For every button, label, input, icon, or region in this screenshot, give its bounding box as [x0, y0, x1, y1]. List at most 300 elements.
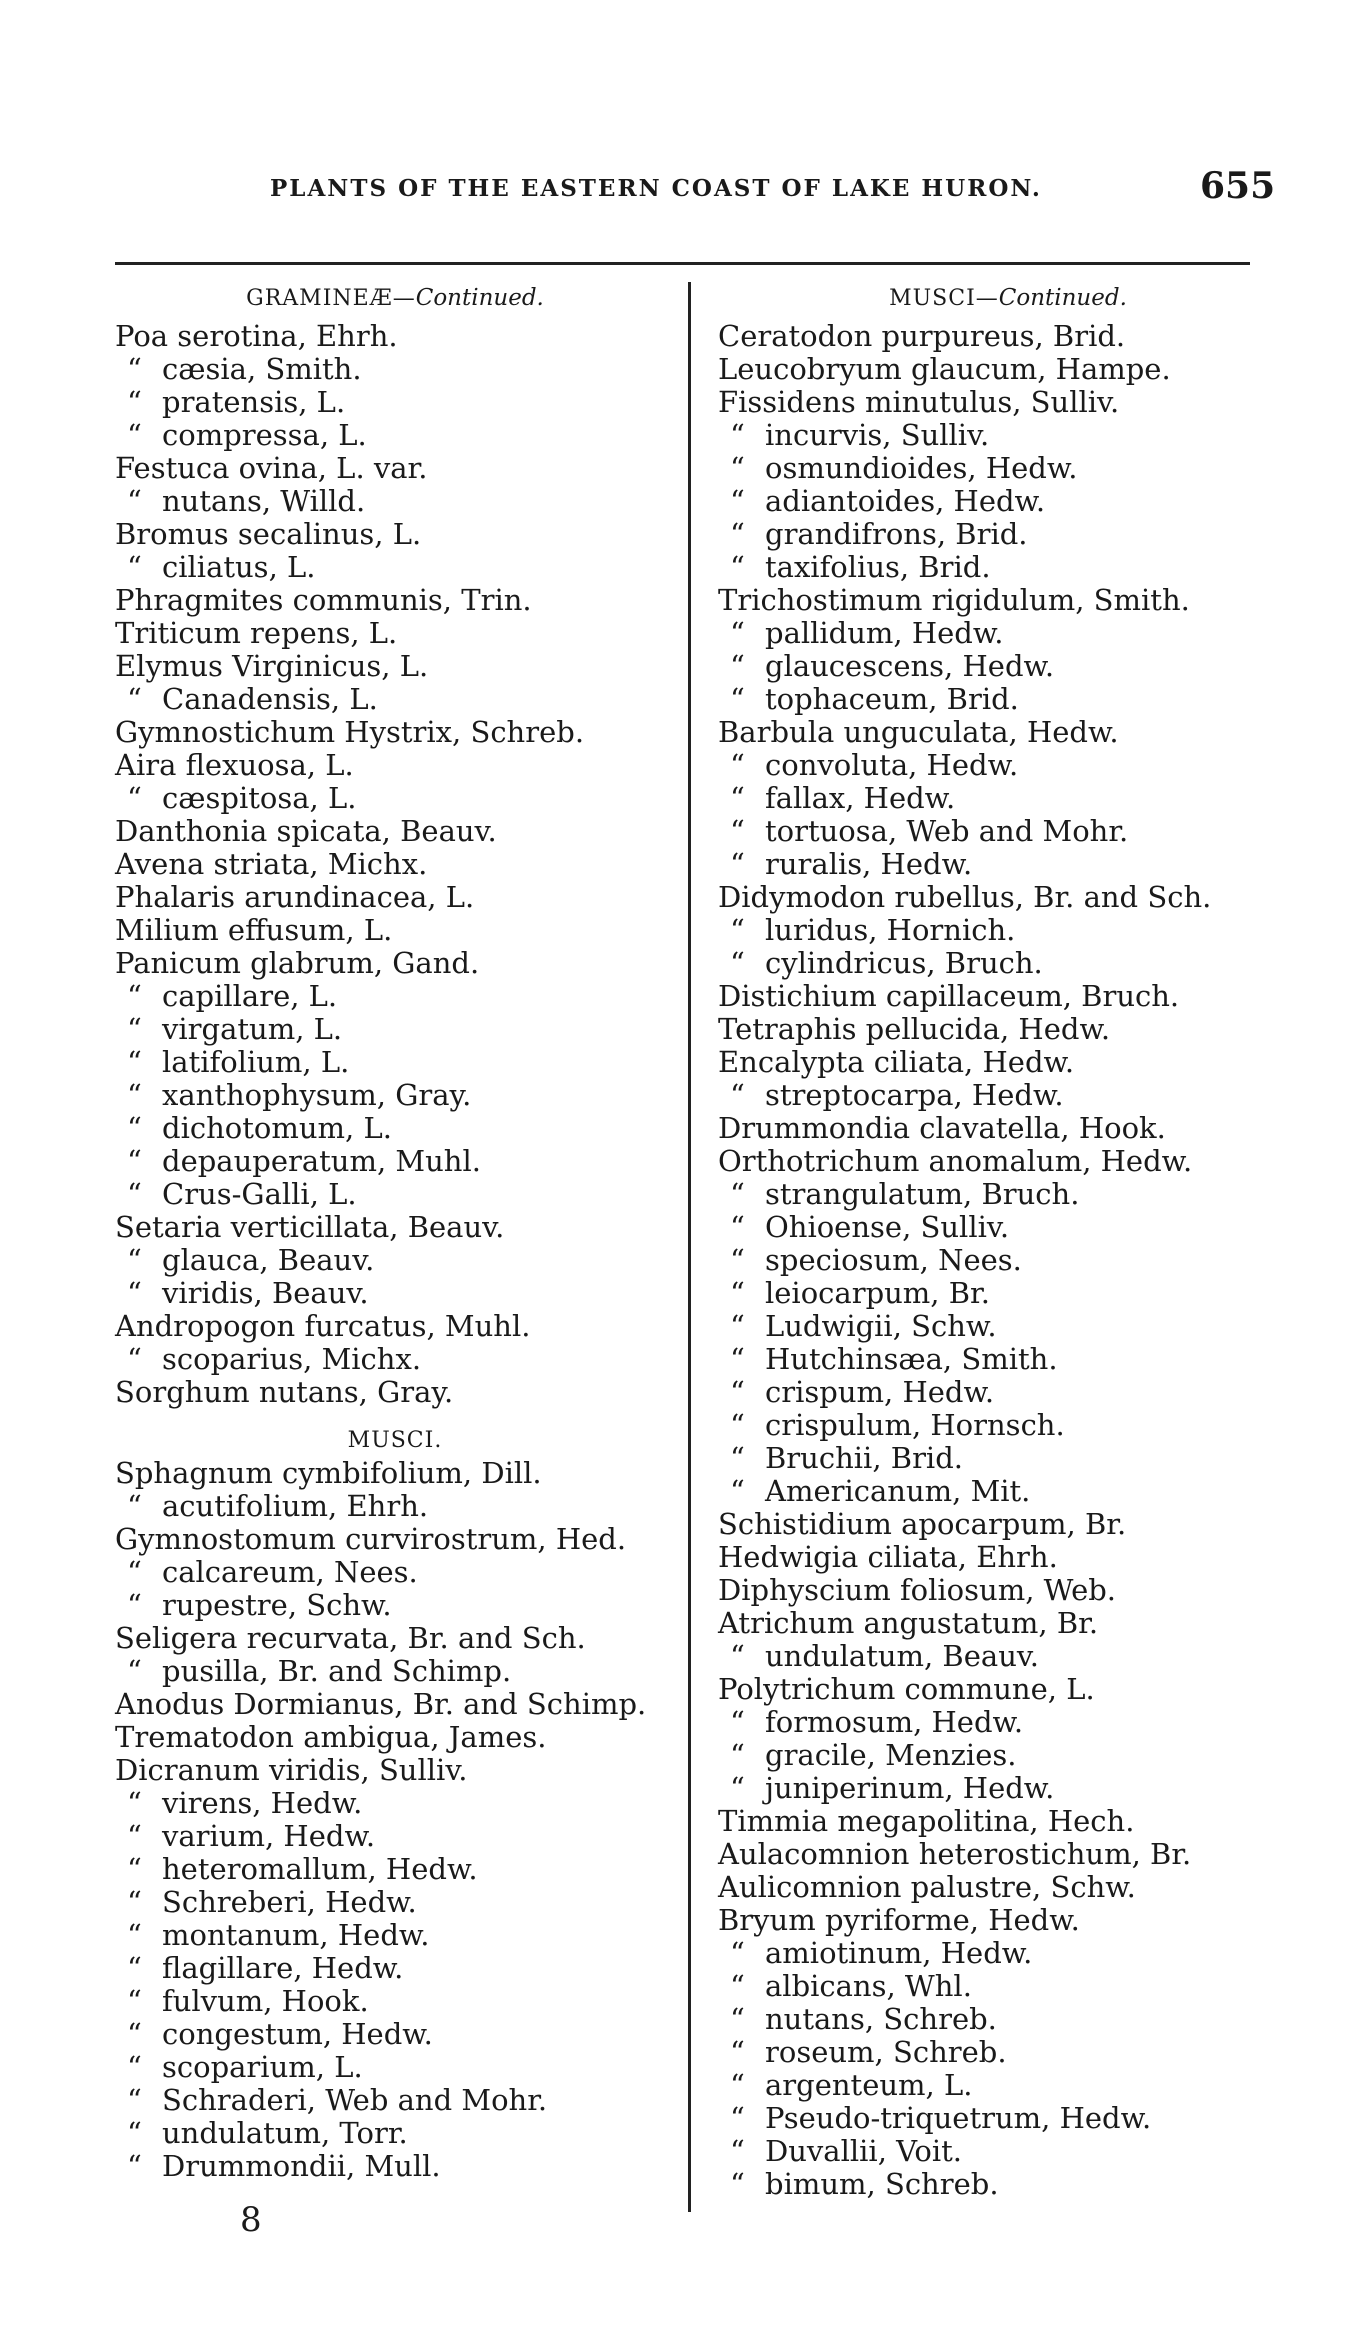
species-name: argenteum, L. [765, 2068, 973, 2102]
species-name: Distichium capillaceum, Bruch. [718, 979, 1180, 1013]
species-entry [115, 1820, 675, 1853]
species-entry [718, 1640, 1298, 1673]
ditto-mark: “ [730, 1276, 745, 1310]
species-entry [718, 452, 1298, 485]
species-name: depauperatum, Muhl. [162, 1144, 481, 1178]
species-entry [115, 1919, 675, 1952]
species-name: varium, Hedw. [162, 1819, 376, 1853]
species-name: bimum, Schreb. [765, 2167, 999, 2201]
species-entry [115, 320, 675, 353]
species-name: fulvum, Hook. [162, 1984, 369, 2018]
ditto-mark: “ [127, 2017, 142, 2051]
species-entry [718, 1673, 1298, 1706]
ditto-mark: “ [730, 616, 745, 650]
ditto-mark: “ [127, 1588, 142, 1622]
species-name: Aira flexuosa, L. [115, 748, 354, 782]
species-name: Didymodon rubellus, Br. and Sch. [718, 880, 1212, 914]
species-name: Poa serotina, Ehrh. [115, 319, 398, 353]
ditto-mark: “ [730, 451, 745, 485]
species-entry [718, 1442, 1298, 1475]
species-name: rupestre, Schw. [162, 1588, 392, 1622]
species-entry [718, 1574, 1298, 1607]
species-entry [718, 353, 1298, 386]
species-entry [115, 1343, 675, 1376]
species-name: Bromus secalinus, L. [115, 517, 422, 551]
species-entry [718, 881, 1298, 914]
ditto-mark: “ [127, 1342, 142, 1376]
ditto-mark: “ [127, 1555, 142, 1589]
species-name: Gymnostichum Hystrix, Schreb. [115, 715, 585, 749]
species-entry [718, 1838, 1298, 1871]
ditto-mark: “ [730, 1342, 745, 1376]
species-entry [718, 1508, 1298, 1541]
species-entry [115, 980, 675, 1013]
ditto-mark: “ [127, 2116, 142, 2150]
species-entry [718, 485, 1298, 518]
column-heading-text: MUSCI— [889, 286, 999, 311]
species-name: crispulum, Hornsch. [765, 1408, 1065, 1442]
ditto-mark: “ [730, 418, 745, 452]
species-entry [115, 2117, 675, 2150]
species-name: Aulicomnion palustre, Schw. [718, 1870, 1136, 1904]
species-name: viridis, Beauv. [162, 1276, 369, 1310]
ditto-mark: “ [730, 1705, 745, 1739]
species-name: Schreberi, Hedw. [162, 1885, 417, 1919]
species-name: streptocarpa, Hedw. [765, 1078, 1064, 1112]
species-entry [718, 518, 1298, 551]
species-name: incurvis, Sulliv. [765, 418, 990, 452]
left-column [115, 276, 675, 2183]
species-entry [718, 1013, 1298, 1046]
running-head: PLANTS OF THE EASTERN COAST OF LAKE HURON. [270, 175, 1042, 202]
species-entry [115, 1310, 675, 1343]
species-name: taxifolius, Brid. [765, 550, 991, 584]
species-name: Seligera recurvata, Br. and Sch. [115, 1621, 586, 1655]
species-entry [115, 1244, 675, 1277]
species-entry [718, 1937, 1298, 1970]
species-name: Festuca ovina, L. var. [115, 451, 428, 485]
ditto-mark: “ [730, 748, 745, 782]
ditto-mark: “ [127, 484, 142, 518]
ditto-mark: “ [730, 2002, 745, 2036]
ditto-mark: “ [127, 1918, 142, 1952]
species-entry [115, 848, 675, 881]
species-name: Anodus Dormianus, Br. and Schimp. [115, 1687, 647, 1721]
species-name: Fissidens minutulus, Sulliv. [718, 385, 1120, 419]
species-name: Encalypta ciliata, Hedw. [718, 1045, 1075, 1079]
species-entry [115, 1853, 675, 1886]
ditto-mark: “ [730, 2068, 745, 2102]
species-entry [718, 782, 1298, 815]
species-entry [718, 1178, 1298, 1211]
species-name: ciliatus, L. [162, 550, 316, 584]
species-entry [718, 1706, 1298, 1739]
column-heading-musci-continued [718, 276, 1298, 320]
species-name: undulatum, Torr. [162, 2116, 408, 2150]
species-name: Setaria verticillata, Beauv. [115, 1210, 505, 1244]
species-entry [718, 947, 1298, 980]
species-name: scoparius, Michx. [162, 1342, 422, 1376]
species-entry [115, 1013, 675, 1046]
ditto-mark: “ [730, 1474, 745, 1508]
species-entry [115, 2084, 675, 2117]
ditto-mark: “ [730, 2101, 745, 2135]
species-name: Phragmites communis, Trin. [115, 583, 532, 617]
header-rule [115, 262, 1250, 265]
species-name: Pseudo-triquetrum, Hedw. [765, 2101, 1152, 2135]
ditto-mark: “ [730, 781, 745, 815]
species-name: gracile, Menzies. [765, 1738, 1017, 1772]
column-heading-suffix: Continued. [998, 285, 1127, 311]
ditto-mark: “ [127, 1276, 142, 1310]
species-entry [115, 1490, 675, 1523]
species-name: Crus-Galli, L. [162, 1177, 357, 1211]
ditto-mark: “ [730, 1375, 745, 1409]
ditto-mark: “ [730, 1738, 745, 1772]
species-name: Diphyscium foliosum, Web. [718, 1573, 1117, 1607]
species-name: acutifolium, Ehrh. [162, 1489, 429, 1523]
species-name: Trichostimum rigidulum, Smith. [718, 583, 1190, 617]
ditto-mark: “ [127, 352, 142, 386]
species-entry [115, 1211, 675, 1244]
species-name: Polytrichum commune, L. [718, 1672, 1095, 1706]
species-name: Bryum pyriforme, Hedw. [718, 1903, 1080, 1937]
species-entry [115, 2018, 675, 2051]
species-name: Tetraphis pellucida, Hedw. [718, 1012, 1111, 1046]
species-name: pallidum, Hedw. [765, 616, 1004, 650]
species-name: Ceratodon purpureus, Brid. [718, 319, 1126, 353]
species-name: Ohioense, Sulliv. [765, 1210, 1010, 1244]
ditto-mark: “ [730, 2167, 745, 2201]
species-entry [115, 1787, 675, 1820]
species-name: grandifrons, Brid. [765, 517, 1028, 551]
ditto-mark: “ [127, 1786, 142, 1820]
ditto-mark: “ [730, 1639, 745, 1673]
species-name: flagillare, Hedw. [162, 1951, 404, 1985]
species-entry [718, 815, 1298, 848]
ditto-mark: “ [730, 2134, 745, 2168]
species-name: calcareum, Nees. [162, 1555, 418, 1589]
species-name: capillare, L. [162, 979, 338, 1013]
ditto-mark: “ [127, 385, 142, 419]
ditto-mark: “ [127, 682, 142, 716]
species-entry [718, 1772, 1298, 1805]
species-entry [718, 650, 1298, 683]
ditto-mark: “ [127, 979, 142, 1013]
page-number: 655 [1200, 165, 1276, 207]
species-entry [718, 980, 1298, 1013]
species-name: Drummondia clavatella, Hook. [718, 1111, 1166, 1145]
species-name: pusilla, Br. and Schimp. [162, 1654, 512, 1688]
ditto-mark: “ [127, 1045, 142, 1079]
species-name: Milium effusum, L. [115, 913, 393, 947]
species-entry [115, 617, 675, 650]
species-entry [115, 518, 675, 551]
species-entry [115, 1457, 675, 1490]
species-name: Andropogon furcatus, Muhl. [115, 1309, 531, 1343]
species-name: tortuosa, Web and Mohr. [765, 814, 1129, 848]
species-entry [115, 1985, 675, 2018]
species-name: speciosum, Nees. [765, 1243, 1022, 1277]
species-entry [718, 848, 1298, 881]
species-name: Schistidium apocarpum, Br. [718, 1507, 1127, 1541]
species-entry [115, 485, 675, 518]
ditto-mark: “ [730, 517, 745, 551]
ditto-mark: “ [730, 1408, 745, 1442]
ditto-mark: “ [730, 2035, 745, 2069]
species-name: Canadensis, L. [162, 682, 378, 716]
ditto-mark: “ [127, 1243, 142, 1277]
species-name: Aulacomnion heterostichum, Br. [718, 1837, 1192, 1871]
species-name: leiocarpum, Br. [765, 1276, 990, 1310]
species-entry [718, 2069, 1298, 2102]
species-entry [718, 551, 1298, 584]
species-entry [718, 2036, 1298, 2069]
species-name: cæsia, Smith. [162, 352, 362, 386]
species-entry [115, 749, 675, 782]
species-entry [718, 1145, 1298, 1178]
species-entry [718, 1046, 1298, 1079]
species-name: Orthotrichum anomalum, Hedw. [718, 1144, 1193, 1178]
species-entry [718, 1310, 1298, 1343]
species-entry [115, 2051, 675, 2084]
species-entry [718, 1607, 1298, 1640]
species-entry [115, 1721, 675, 1754]
species-entry [115, 1655, 675, 1688]
species-name: Leucobryum glaucum, Hampe. [718, 352, 1171, 386]
ditto-mark: “ [127, 1078, 142, 1112]
species-name: Bruchii, Brid. [765, 1441, 963, 1475]
species-name: Elymus Virginicus, L. [115, 649, 429, 683]
column-heading-suffix: Continued. [415, 285, 544, 311]
species-entry [115, 1112, 675, 1145]
species-entry [718, 617, 1298, 650]
species-entry [115, 815, 675, 848]
species-entry [115, 1079, 675, 1112]
species-entry [115, 419, 675, 452]
species-entry [718, 716, 1298, 749]
species-name: virgatum, L. [162, 1012, 343, 1046]
species-name: xanthophysum, Gray. [162, 1078, 472, 1112]
species-entry [718, 1871, 1298, 1904]
species-entry [718, 1112, 1298, 1145]
species-name: Panicum glabrum, Gand. [115, 946, 480, 980]
ditto-mark: “ [127, 1012, 142, 1046]
species-entry [115, 1589, 675, 1622]
species-name: Triticum repens, L. [115, 616, 398, 650]
column-heading-text: GRAMINEÆ— [246, 286, 416, 311]
species-name: tophaceum, Brid. [765, 682, 1019, 716]
species-list-gramineae [115, 320, 675, 1409]
species-entry [718, 419, 1298, 452]
ditto-mark: “ [730, 1243, 745, 1277]
species-name: Danthonia spicata, Beauv. [115, 814, 497, 848]
species-entry [718, 1211, 1298, 1244]
species-entry [115, 353, 675, 386]
species-entry [115, 584, 675, 617]
species-name: formosum, Hedw. [765, 1705, 1024, 1739]
species-entry [718, 749, 1298, 782]
species-entry [115, 1754, 675, 1787]
ditto-mark: “ [730, 682, 745, 716]
species-name: Ludwigii, Schw. [765, 1309, 997, 1343]
ditto-mark: “ [730, 1177, 745, 1211]
species-entry [115, 386, 675, 419]
species-name: nutans, Willd. [162, 484, 366, 518]
ditto-mark: “ [127, 1111, 142, 1145]
species-entry [115, 1952, 675, 1985]
species-entry [115, 1178, 675, 1211]
species-name: Trematodon ambigua, James. [115, 1720, 547, 1754]
species-name: cæspitosa, L. [162, 781, 357, 815]
ditto-mark: “ [127, 1951, 142, 1985]
species-name: Hutchinsæa, Smith. [765, 1342, 1058, 1376]
species-name: montanum, Hedw. [162, 1918, 430, 1952]
species-entry [115, 452, 675, 485]
species-entry [718, 683, 1298, 716]
species-name: convoluta, Hedw. [765, 748, 1019, 782]
species-name: osmundioides, Hedw. [765, 451, 1078, 485]
species-entry [718, 1475, 1298, 1508]
species-entry [718, 914, 1298, 947]
species-entry [115, 1688, 675, 1721]
ditto-mark: “ [730, 913, 745, 947]
species-name: Dicranum viridis, Sulliv. [115, 1753, 468, 1787]
species-name: Schraderi, Web and Mohr. [162, 2083, 548, 2117]
species-name: Avena striata, Michx. [115, 847, 428, 881]
species-entry [115, 716, 675, 749]
species-entry [718, 1277, 1298, 1310]
species-name: juniperinum, Hedw. [765, 1771, 1055, 1805]
species-entry [718, 1409, 1298, 1442]
species-name: amiotinum, Hedw. [765, 1936, 1033, 1970]
species-name: roseum, Schreb. [765, 2035, 1007, 2069]
species-name: heteromallum, Hedw. [162, 1852, 478, 1886]
ditto-mark: “ [730, 1771, 745, 1805]
species-name: nutans, Schreb. [765, 2002, 997, 2036]
species-entry [115, 2150, 675, 2183]
species-entry [718, 584, 1298, 617]
ditto-mark: “ [730, 1441, 745, 1475]
species-entry [115, 1886, 675, 1919]
species-name: virens, Hedw. [162, 1786, 363, 1820]
species-entry [115, 881, 675, 914]
species-entry [115, 1145, 675, 1178]
species-entry [718, 1970, 1298, 2003]
species-name: dichotomum, L. [162, 1111, 392, 1145]
ditto-mark: “ [127, 1885, 142, 1919]
species-entry [718, 2102, 1298, 2135]
species-name: Atrichum angustatum, Br. [718, 1606, 1099, 1640]
right-column [718, 276, 1298, 2201]
species-name: Hedwigia ciliata, Ehrh. [718, 1540, 1058, 1574]
species-name: Duvallii, Voit. [765, 2134, 963, 2168]
ditto-mark: “ [127, 1819, 142, 1853]
ditto-mark: “ [730, 550, 745, 584]
species-name: compressa, L. [162, 418, 367, 452]
species-entry [718, 2003, 1298, 2036]
ditto-mark: “ [730, 1936, 745, 1970]
species-name: albicans, Whl. [765, 1969, 972, 2003]
species-entry [115, 683, 675, 716]
species-name: fallax, Hedw. [765, 781, 956, 815]
species-name: undulatum, Beauv. [765, 1639, 1040, 1673]
species-entry [115, 551, 675, 584]
species-name: Sphagnum cymbifolium, Dill. [115, 1456, 542, 1490]
species-entry [115, 1277, 675, 1310]
species-entry [115, 1556, 675, 1589]
ditto-mark: “ [127, 1177, 142, 1211]
species-name: cylindricus, Bruch. [765, 946, 1043, 980]
ditto-mark: “ [730, 847, 745, 881]
column-divider [688, 282, 691, 2212]
species-entry [115, 1046, 675, 1079]
ditto-mark: “ [127, 1489, 142, 1523]
species-name: Drummondii, Mull. [162, 2149, 441, 2183]
species-entry [718, 1079, 1298, 1112]
species-entry [718, 1541, 1298, 1574]
species-entry [718, 386, 1298, 419]
ditto-mark: “ [127, 1984, 142, 2018]
species-name: glaucescens, Hedw. [765, 649, 1055, 683]
ditto-mark: “ [730, 1309, 745, 1343]
species-name: Phalaris arundinacea, L. [115, 880, 475, 914]
species-entry [718, 1904, 1298, 1937]
ditto-mark: “ [730, 946, 745, 980]
species-name: ruralis, Hedw. [765, 847, 973, 881]
species-list-musci [115, 1457, 675, 2183]
species-entry [115, 914, 675, 947]
ditto-mark: “ [730, 1078, 745, 1112]
ditto-mark: “ [730, 1210, 745, 1244]
section-heading-musci: MUSCI. [347, 1428, 443, 1453]
species-name: Sorghum nutans, Gray. [115, 1375, 454, 1409]
species-entry [718, 2168, 1298, 2201]
species-list-musci-continued [718, 320, 1298, 2201]
ditto-mark: “ [127, 1852, 142, 1886]
species-name: Barbula unguculata, Hedw. [718, 715, 1119, 749]
species-name: Timmia megapolitina, Hech. [718, 1804, 1135, 1838]
ditto-mark: “ [127, 781, 142, 815]
species-name: luridus, Hornich. [765, 913, 1016, 947]
species-entry [718, 1739, 1298, 1772]
species-name: crispum, Hedw. [765, 1375, 995, 1409]
species-entry [718, 1376, 1298, 1409]
species-name: Americanum, Mit. [765, 1474, 1031, 1508]
species-entry [115, 1523, 675, 1556]
species-name: strangulatum, Bruch. [765, 1177, 1080, 1211]
species-entry [718, 1805, 1298, 1838]
ditto-mark: “ [730, 484, 745, 518]
species-name: adiantoides, Hedw. [765, 484, 1046, 518]
species-entry [718, 1343, 1298, 1376]
ditto-mark: “ [730, 649, 745, 683]
column-heading-gramineae [115, 276, 675, 320]
species-entry [115, 782, 675, 815]
species-entry [718, 2135, 1298, 2168]
ditto-mark: “ [127, 1654, 142, 1688]
ditto-mark: “ [127, 2149, 142, 2183]
signature-mark: 8 [240, 2200, 262, 2240]
species-name: latifolium, L. [162, 1045, 350, 1079]
ditto-mark: “ [127, 2050, 142, 2084]
species-entry [115, 947, 675, 980]
species-name: pratensis, L. [162, 385, 346, 419]
ditto-mark: “ [127, 550, 142, 584]
species-entry [115, 650, 675, 683]
species-name: Gymnostomum curvirostrum, Hed. [115, 1522, 627, 1556]
species-entry [115, 1376, 675, 1409]
